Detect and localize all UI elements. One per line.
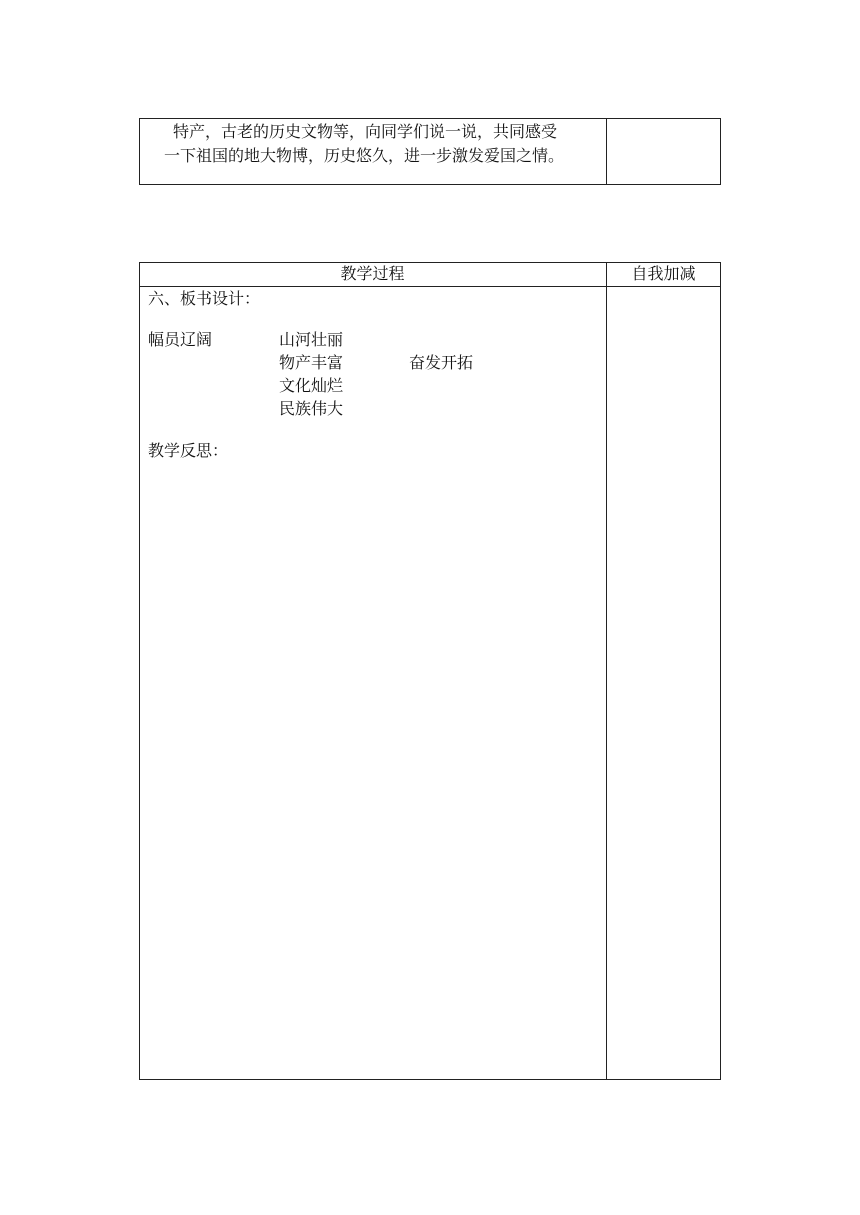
top-text-line-2: 一下祖国的地大物博，历史悠久，进一步激发爱国之情。 — [164, 146, 565, 165]
board-middle-4: 民族伟大 — [279, 399, 344, 418]
board-middle-3: 文化灿烂 — [279, 376, 344, 395]
board-middle-1: 山河壮丽 — [279, 330, 344, 349]
reflection-label: 教学反思： — [148, 441, 229, 460]
board-middle-2: 物产丰富 — [279, 353, 344, 372]
header-self-adjust: 自我加减 — [631, 264, 696, 283]
top-text-line-1: 特产，古老的历史文物等，向同学们说一说，共同感受 — [173, 122, 558, 141]
section-title: 六、板书设计： — [148, 289, 261, 308]
main-table-divider — [606, 262, 607, 1080]
board-right: 奋发开拓 — [409, 353, 474, 372]
main-table — [139, 262, 721, 1080]
header-teaching-process: 教学过程 — [340, 264, 405, 283]
board-left: 幅员辽阔 — [148, 330, 213, 349]
top-table-divider — [606, 118, 607, 185]
